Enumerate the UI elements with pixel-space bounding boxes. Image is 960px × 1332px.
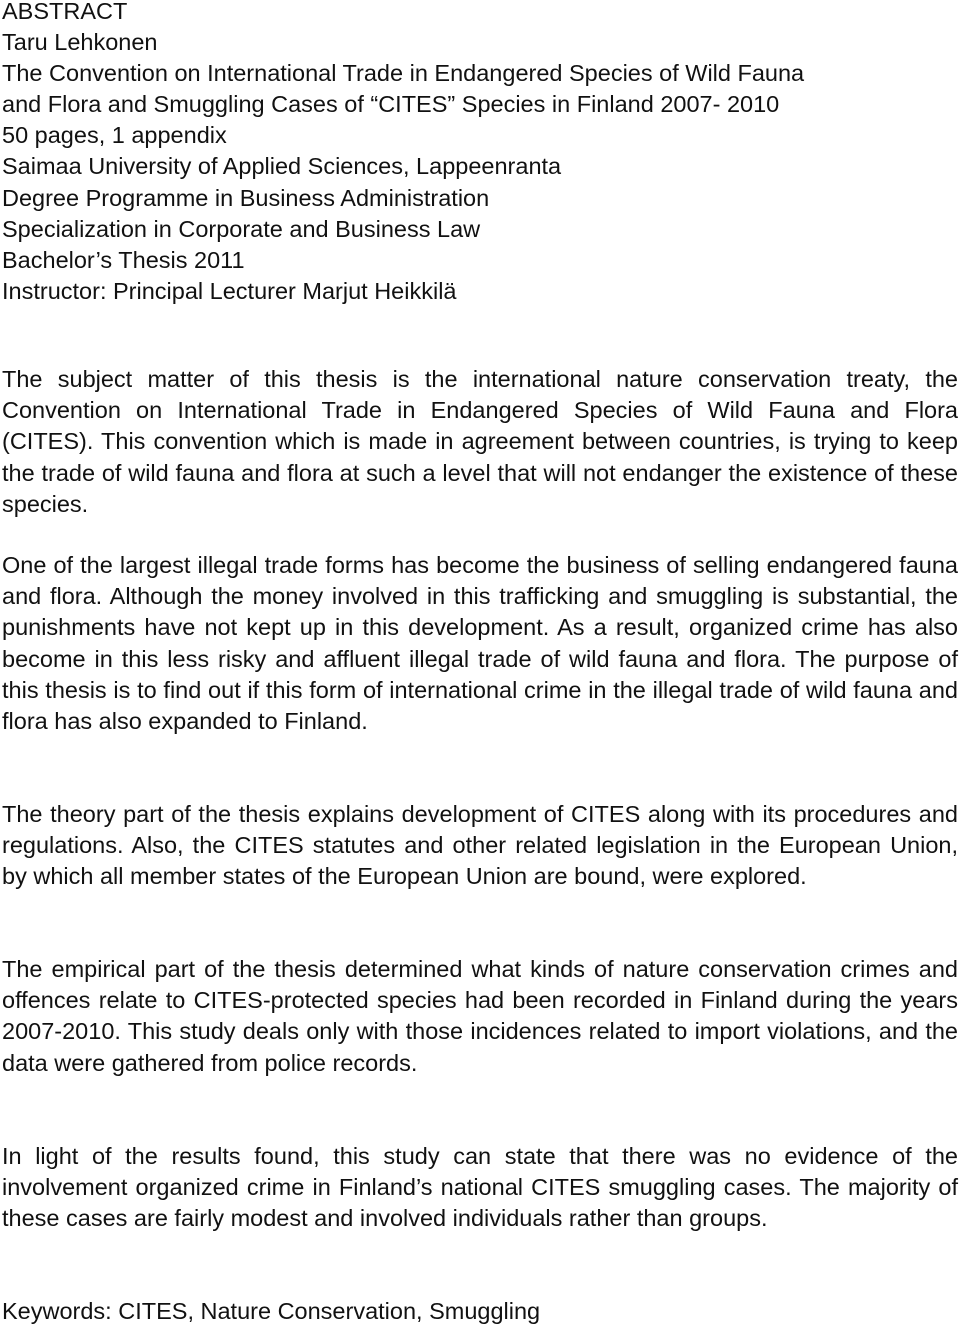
abstract-header [2, 0, 952, 307]
thesis-title-line-1: The Convention on International Trade in Endangered Species of Wild Fauna [2, 60, 805, 87]
keywords: Keywords: CITES, Nature Conservation, Smuggling [2, 1298, 541, 1324]
abstract-paragraph-1: The subject matter of this thesis is the international nature conservation treaty, the Convention on International Trade in Endangered Species of Wild Fauna and Flora (CITES). This convention which is made in agreement between countries, is trying to keep the trade of wild fauna and flora at such a level that will not endanger the existence of these species. [2, 366, 958, 517]
abstract-paragraph-4: The empirical part of the thesis determined what kinds of nature conservation crimes and offences relate to CITES-protected species had been recorded in Finland during the years 2007-2010. This study deals only with those incidences related to import violations, and the data were gathered from police records. [2, 956, 958, 1076]
instructor: Instructor: Principal Lecturer Marjut Heikkilä [2, 277, 457, 304]
abstract-heading: ABSTRACT [2, 0, 128, 24]
university: Saimaa University of Applied Sciences, Lappeenranta [2, 153, 562, 180]
specialization: Specialization in Corporate and Business Law [2, 215, 481, 242]
page-count: 50 pages, 1 appendix [2, 122, 227, 149]
thesis-title-line-2: and Flora and Smuggling Cases of “CITES” Species in Finland 2007- 2010 [2, 91, 780, 118]
author-name: Taru Lehkonen [2, 29, 158, 56]
thesis-type: Bachelor’s Thesis 2011 [2, 246, 245, 273]
abstract-paragraph-3: The theory part of the thesis explains development of CITES along with its procedures and regulations. Also, the CITES statutes and other related legislation in the European Union, by which all member states of the European Union are bound, were explored. [2, 801, 958, 890]
abstract-paragraph-2: One of the largest illegal trade forms has become the business of selling endangered fauna and flora. Although the money involved in this trafficking and smuggling is substantial, the punishments have not kept up in this development. As a result, organized crime has also become in this less risky and affluent illegal trade of wild fauna and flora. The purpose of this thesis is to find out if this form of international crime in the illegal trade of wild fauna and flora has also expanded to Finland. [2, 552, 958, 735]
degree-programme: Degree Programme in Business Administration [2, 184, 490, 211]
abstract-paragraph-5: In light of the results found, this study can state that there was no evidence of the involvement organized crime in Finland’s national CITES smuggling cases. The majority of these cases are fairly modest and involved individuals rather than groups. [2, 1143, 958, 1232]
